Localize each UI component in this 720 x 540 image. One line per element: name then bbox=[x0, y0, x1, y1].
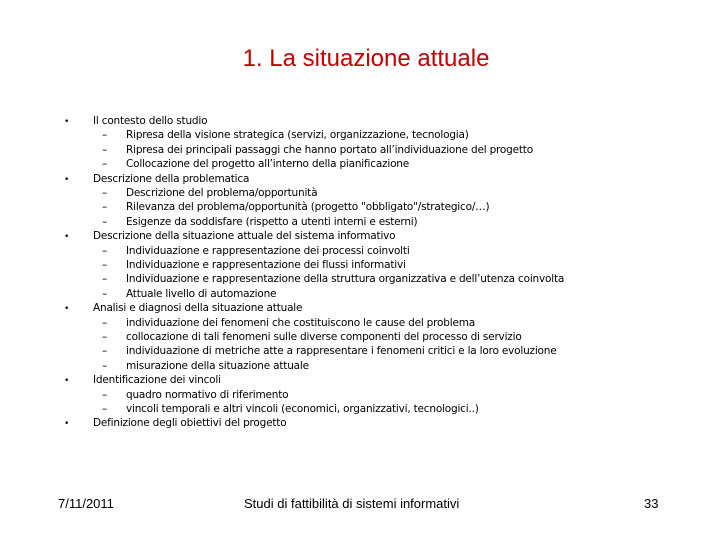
sub-item: Ripresa dei principali passaggi che hanno portato all’individuazione del progetto bbox=[126, 143, 533, 156]
bullet-icon: • bbox=[64, 419, 70, 430]
sub-item: misurazione della situazione attuale bbox=[126, 359, 309, 372]
bullet-icon: • bbox=[64, 117, 70, 127]
sub-item: Descrizione del problema/opportunità bbox=[126, 187, 318, 199]
sub-item: individuazione di metriche atte a rappresentare i fenomeni critici e la loro evoluzione bbox=[126, 345, 557, 358]
footer-date: 7/11/2011 bbox=[58, 496, 114, 511]
dash-icon: – bbox=[102, 259, 108, 271]
dash-icon: – bbox=[102, 129, 108, 142]
sub-item: quadro normativo di riferimento bbox=[126, 388, 289, 401]
dash-icon: – bbox=[102, 273, 108, 286]
sub-item: Collocazione del progetto all’interno della pianificazione bbox=[126, 158, 410, 171]
sub-item: individuazione dei fenomeni che costituiscono le cause del problema bbox=[126, 316, 475, 329]
section-heading: Definizione degli obiettivi del progetto bbox=[93, 417, 287, 430]
slide-title: 1. La situazione attuale bbox=[242, 45, 490, 72]
sub-item: Rilevanza del problema/opportunità (progetto "obbligato"/strategico/…) bbox=[126, 201, 490, 214]
footer-title: Studi di fattibilità di sistemi informativi bbox=[244, 496, 460, 511]
dash-icon: – bbox=[102, 201, 108, 214]
section-heading: Descrizione della problematica bbox=[93, 172, 250, 185]
dash-icon: – bbox=[102, 331, 108, 343]
dash-icon: – bbox=[102, 388, 108, 401]
dash-icon: – bbox=[102, 287, 108, 300]
dash-icon: – bbox=[102, 215, 108, 228]
dash-icon: – bbox=[102, 187, 108, 199]
sub-item: Individuazione e rappresentazione dei flussi informativi bbox=[126, 259, 406, 271]
sub-item: collocazione di tali fenomeni sulle diverse componenti del processo di servizio bbox=[126, 331, 522, 343]
dash-icon: – bbox=[102, 143, 108, 156]
bullet-icon: • bbox=[64, 232, 70, 243]
sub-item: Individuazione e rappresentazione della struttura organizzativa e dell’utenza coinvolta bbox=[126, 273, 565, 286]
dash-icon: – bbox=[102, 244, 108, 257]
section-heading: Descrizione della situazione attuale del sistema informativo bbox=[93, 230, 396, 243]
dash-icon: – bbox=[102, 403, 108, 415]
section-heading: Il contesto dello studio bbox=[93, 115, 208, 127]
bullet-icon: • bbox=[64, 376, 70, 387]
section-heading: Identificazione dei vincoli bbox=[93, 374, 221, 387]
dash-icon: – bbox=[102, 359, 108, 372]
dash-icon: – bbox=[102, 316, 108, 329]
sub-item: Attuale livello di automazione bbox=[126, 287, 277, 300]
sub-item: Individuazione e rappresentazione dei processi coinvolti bbox=[126, 244, 410, 257]
sub-item: vincoli temporali e altri vincoli (economici, organizzativi, tecnologici..) bbox=[126, 403, 479, 415]
sub-item: Esigenze da soddisfare (rispetto a utenti interni e esterni) bbox=[126, 215, 418, 228]
dash-icon: – bbox=[102, 345, 108, 358]
bullet-icon: • bbox=[64, 174, 70, 185]
dash-icon: – bbox=[102, 158, 108, 171]
footer-page-number: 33 bbox=[644, 496, 659, 511]
sub-item: Ripresa della visione strategica (servizi, organizzazione, tecnologia) bbox=[126, 129, 469, 142]
section-heading: Analisi e diagnosi della situazione attuale bbox=[93, 302, 303, 315]
bullet-icon: • bbox=[64, 304, 70, 315]
